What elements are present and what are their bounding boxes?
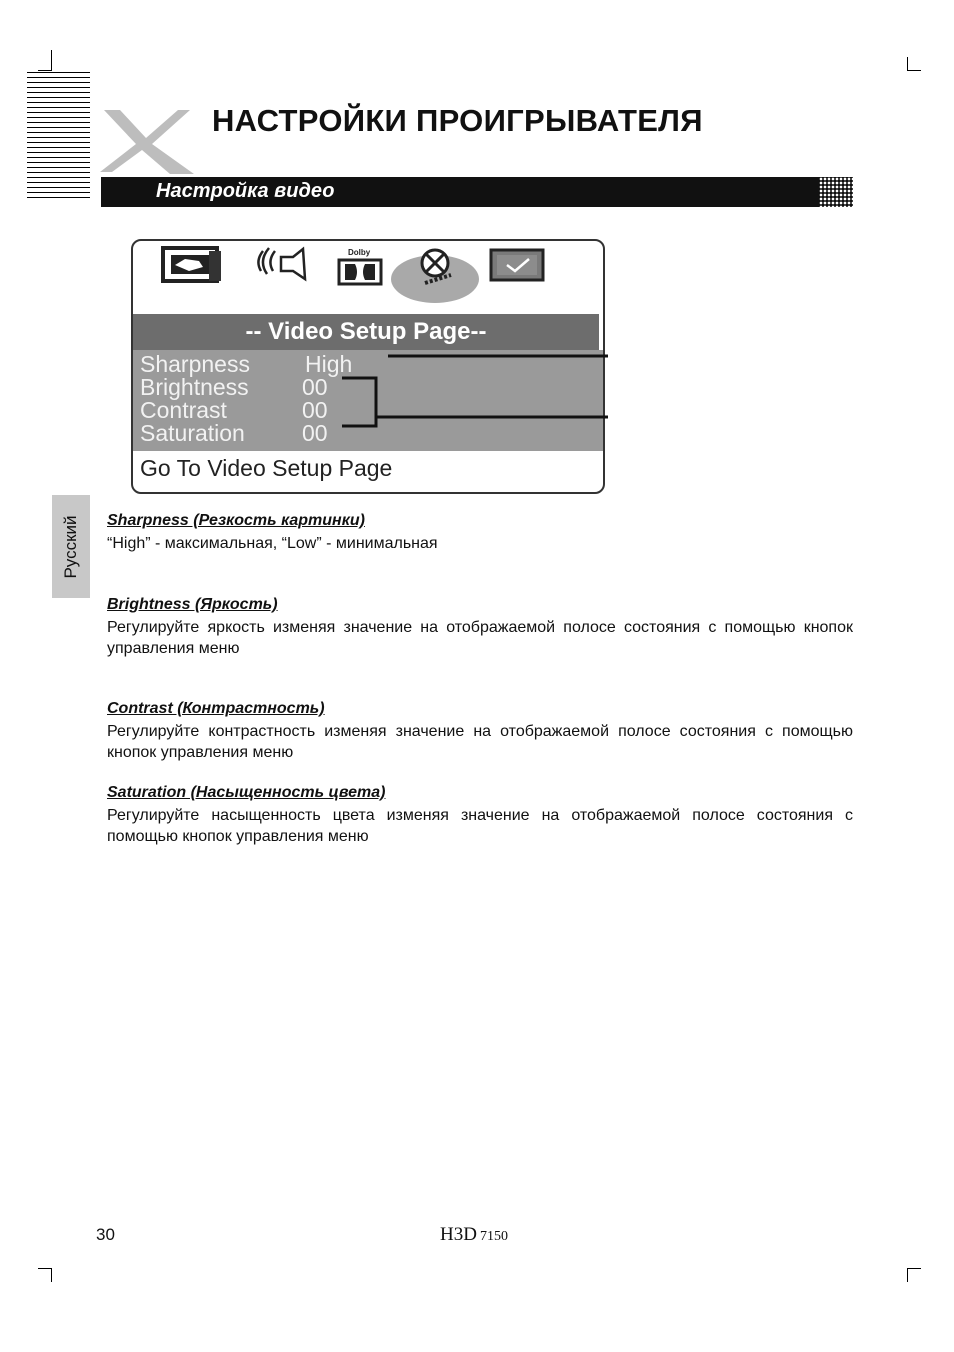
dolby-icon <box>339 248 381 284</box>
osd-row-label: Brightness <box>140 374 249 400</box>
model-number: 7150 <box>479 1229 508 1244</box>
contrast-text: Регулируйте контрастность изменяя значение на отображаемой полосе состояния с помощью кнопок управления меню <box>107 723 853 761</box>
crop-mark <box>38 1268 52 1282</box>
saturation-text: Регулируйте насыщенность цвета изменяя значение на отображаемой полосе состояния с помощью кнопок управления меню <box>107 807 853 845</box>
section-bar <box>101 177 853 207</box>
dolby-label: Dolby <box>348 248 371 257</box>
brand-name: H3D <box>440 1224 477 1245</box>
sharpness-text: “High” - максимальная, “Low” - минимальная <box>107 535 438 552</box>
page-title: НАСТРОЙКИ ПРОИГРЫВАТЕЛЯ <box>212 103 703 138</box>
brand-x-logo <box>98 108 196 176</box>
osd-row-value: High <box>305 351 353 377</box>
video-reel-icon[interactable] <box>391 250 479 303</box>
contrast-heading: Contrast (Контрастность) <box>107 700 325 717</box>
checkmark-screen-icon <box>491 250 543 280</box>
callout-lines <box>340 350 610 434</box>
brightness-heading: Brightness (Яркость) <box>107 596 278 613</box>
crop-mark <box>907 57 921 71</box>
osd-row-label: Sharpness <box>140 351 250 377</box>
osd-row-label: Contrast <box>140 397 227 423</box>
crop-mark <box>38 50 52 71</box>
side-stripes <box>27 72 90 200</box>
sharpness-heading: Sharpness (Резкость картинки) <box>107 512 365 529</box>
saturation-heading: Saturation (Насыщенность цвета) <box>107 784 386 801</box>
footer-brand <box>440 1224 508 1246</box>
language-tab-label: Русский <box>61 514 80 579</box>
crop-mark <box>907 1268 921 1282</box>
osd-row-value: 00 <box>302 374 328 400</box>
brightness-text: Регулируйте яркость изменяя значение на отображаемой полосе состояния с помощью кнопок управления меню <box>107 619 853 657</box>
osd-icon-bar <box>133 241 603 313</box>
osd-header: -- Video Setup Page-- <box>133 314 599 350</box>
tv-screen-icon <box>163 248 221 281</box>
osd-row-value: 00 <box>302 397 328 423</box>
section-title: Настройка видео <box>156 180 335 202</box>
osd-row-value: 00 <box>302 420 328 446</box>
section-bar-dots <box>819 177 853 207</box>
osd-footer[interactable]: Go To Video Setup Page <box>140 455 393 481</box>
page-number: 30 <box>96 1225 115 1244</box>
osd-row-label: Saturation <box>140 420 245 446</box>
language-tab <box>52 495 90 598</box>
speaker-icon <box>258 248 305 279</box>
